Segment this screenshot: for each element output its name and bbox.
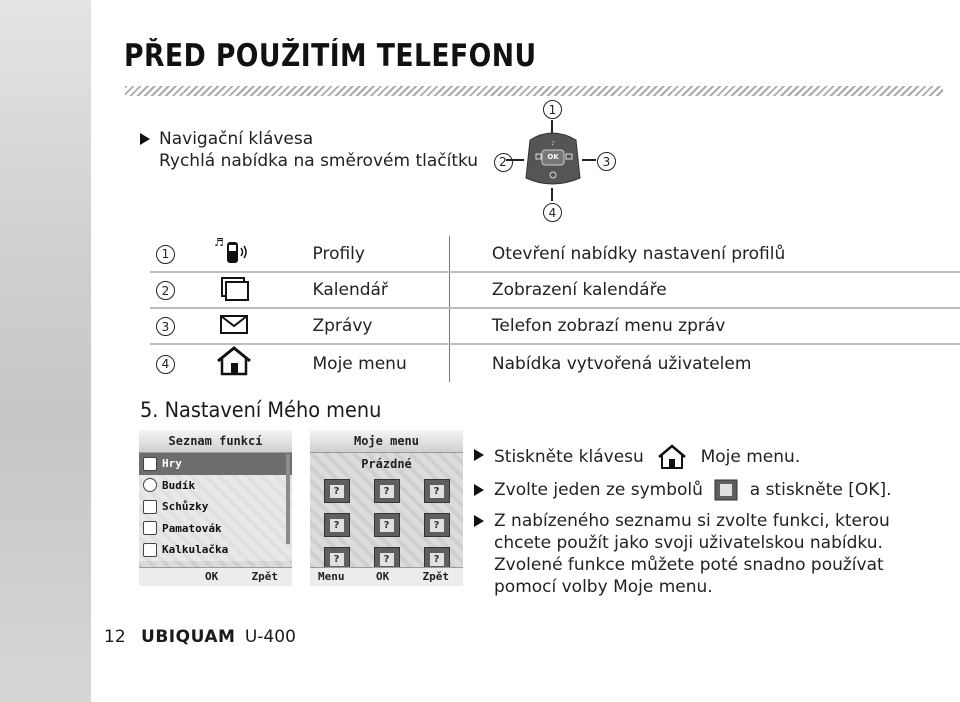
screen-subtitle: Prázdné <box>361 457 412 471</box>
row-name: Moje menu <box>313 344 450 382</box>
row-name: Profily <box>312 243 365 264</box>
screen-title: Seznam funkcí <box>139 430 292 453</box>
instruction-step-1 <box>474 444 904 470</box>
slot-glyph: ? <box>330 553 344 566</box>
menu-slot-grid <box>310 479 463 571</box>
empty-slot-icon <box>714 479 738 501</box>
row-desc: Zobrazení kalendáře <box>449 272 960 308</box>
list-item <box>139 475 292 497</box>
slot-glyph: ? <box>430 519 444 532</box>
table-row <box>150 236 960 272</box>
nav-key-drawing <box>480 96 640 226</box>
empty-slot-icon <box>324 479 350 503</box>
softkey-right: Zpět <box>422 570 449 583</box>
list-item-label: Schůzky <box>162 500 209 514</box>
row-icon-cell <box>212 236 313 272</box>
row-desc: Nabídka vytvořená uživatelem <box>449 344 960 382</box>
svg-text:♬: ♬ <box>213 236 224 249</box>
svg-text:♪: ♪ <box>551 140 555 147</box>
row-icon-cell <box>212 272 313 308</box>
softkey-bar <box>139 567 292 586</box>
row-number: 3 <box>156 317 175 336</box>
list-item-label: Budík <box>162 478 196 492</box>
home-key-icon <box>655 444 689 470</box>
screen-body <box>139 453 292 568</box>
page-footer <box>104 627 296 647</box>
row-number: 4 <box>156 355 175 374</box>
empty-slot-icon <box>424 513 450 537</box>
instruction-list <box>474 444 904 598</box>
slot-glyph: ? <box>380 519 394 532</box>
bullet-arrow-icon <box>474 449 484 461</box>
slot-glyph: ? <box>330 485 344 498</box>
ok-key-label: OK <box>547 153 559 161</box>
page-number: 12 <box>104 627 126 647</box>
step3-text: Z nabízeného seznamu si zvolte funkci, kterou chcete použít jako svoji uživatelskou nabídku. Zvolené funkce můžete poté snadno používat pomocí volby Moje menu. <box>494 511 890 597</box>
model-name: U-400 <box>244 627 296 647</box>
list-item-label: Pamatovák <box>162 521 222 535</box>
slot-glyph: ? <box>430 553 444 566</box>
empty-slot-icon <box>324 513 350 537</box>
screen-body <box>310 453 463 568</box>
marker-1: 1 <box>543 100 562 119</box>
list-item <box>139 518 292 540</box>
row-number: 1 <box>156 245 175 264</box>
softkey-left: OK <box>205 570 219 583</box>
marker-3: 3 <box>597 152 616 171</box>
nav-intro-line-1 <box>140 128 513 150</box>
scrollbar <box>286 454 290 544</box>
row-name: Zprávy <box>313 308 450 344</box>
marker-4: 4 <box>543 203 562 222</box>
table-row <box>150 308 960 344</box>
empty-slot-icon <box>424 479 450 503</box>
step1-text-after: Moje menu. <box>700 447 801 467</box>
row-desc: Otevření nabídky nastavení profilů <box>449 236 960 272</box>
step2-text-before: Zvolte jeden ze symbolů <box>494 480 703 500</box>
list-item-label: Hry <box>162 457 182 471</box>
softkey-center: OK <box>376 570 390 583</box>
row-number: 2 <box>156 281 175 300</box>
slot-glyph: ? <box>380 485 394 498</box>
game-icon <box>143 457 157 471</box>
softkey-right: Zpět <box>251 570 278 583</box>
instruction-step-3 <box>474 510 904 598</box>
brand-logo: UBIQUAM <box>141 627 236 647</box>
row-icon-cell <box>212 344 313 382</box>
list-item-label: Kalkulačka <box>162 543 229 557</box>
phone-screen-my-menu <box>310 430 463 586</box>
nav-intro-text-2: Rychlá nabídka na směrovém tlačítku <box>159 151 479 171</box>
profile-phone-icon <box>212 236 252 266</box>
empty-slot-icon <box>374 479 400 503</box>
phone-screen-function-list <box>139 430 292 586</box>
bullet-arrow-icon <box>474 515 484 527</box>
memo-icon <box>143 521 157 535</box>
list-item <box>139 453 292 475</box>
softkey-left: Menu <box>318 570 345 583</box>
instruction-step-2 <box>474 479 904 501</box>
row-desc: Telefon zobrazí menu zpráv <box>449 308 960 344</box>
table-row <box>150 344 960 382</box>
table-row <box>150 272 960 308</box>
list-item <box>139 539 292 561</box>
nav-intro-text-1: Navigační klávesa <box>159 129 314 149</box>
nav-intro-line-2 <box>140 150 513 172</box>
nav-key-intro <box>140 128 513 172</box>
softkey-bar <box>310 567 463 586</box>
envelope-icon <box>212 310 252 338</box>
row-number-cell <box>150 236 212 272</box>
home-icon <box>212 345 256 377</box>
nav-key-diagram <box>480 96 640 226</box>
slot-glyph: ? <box>330 519 344 532</box>
section-heading: 5. Nastavení Mého menu <box>140 398 382 422</box>
slot-glyph: ? <box>380 553 394 566</box>
screen-title: Moje menu <box>310 430 463 453</box>
list-item <box>139 496 292 518</box>
schedule-icon <box>143 500 157 514</box>
calculator-icon <box>143 543 157 557</box>
row-number-cell <box>150 272 212 308</box>
step1-text-before: Stiskněte klávesu <box>494 447 644 467</box>
alarm-icon <box>143 478 157 492</box>
row-number-cell <box>150 308 212 344</box>
row-number-cell <box>150 344 212 382</box>
row-name: Kalendář <box>313 272 450 308</box>
title-hatch-divider <box>125 86 943 96</box>
calendar-icon <box>212 274 252 302</box>
slot-glyph: ? <box>430 485 444 498</box>
empty-slot-icon <box>374 513 400 537</box>
page-title: PŘED POUŽITÍM TELEFONU <box>124 38 537 74</box>
bullet-arrow-icon <box>474 484 484 496</box>
marker-2: 2 <box>494 153 513 172</box>
row-icon-cell <box>212 308 313 344</box>
quick-key-table <box>150 236 960 382</box>
step2-text-after: a stiskněte [OK]. <box>749 480 892 500</box>
page-margin-band <box>0 0 91 702</box>
bullet-arrow-icon <box>140 133 150 145</box>
